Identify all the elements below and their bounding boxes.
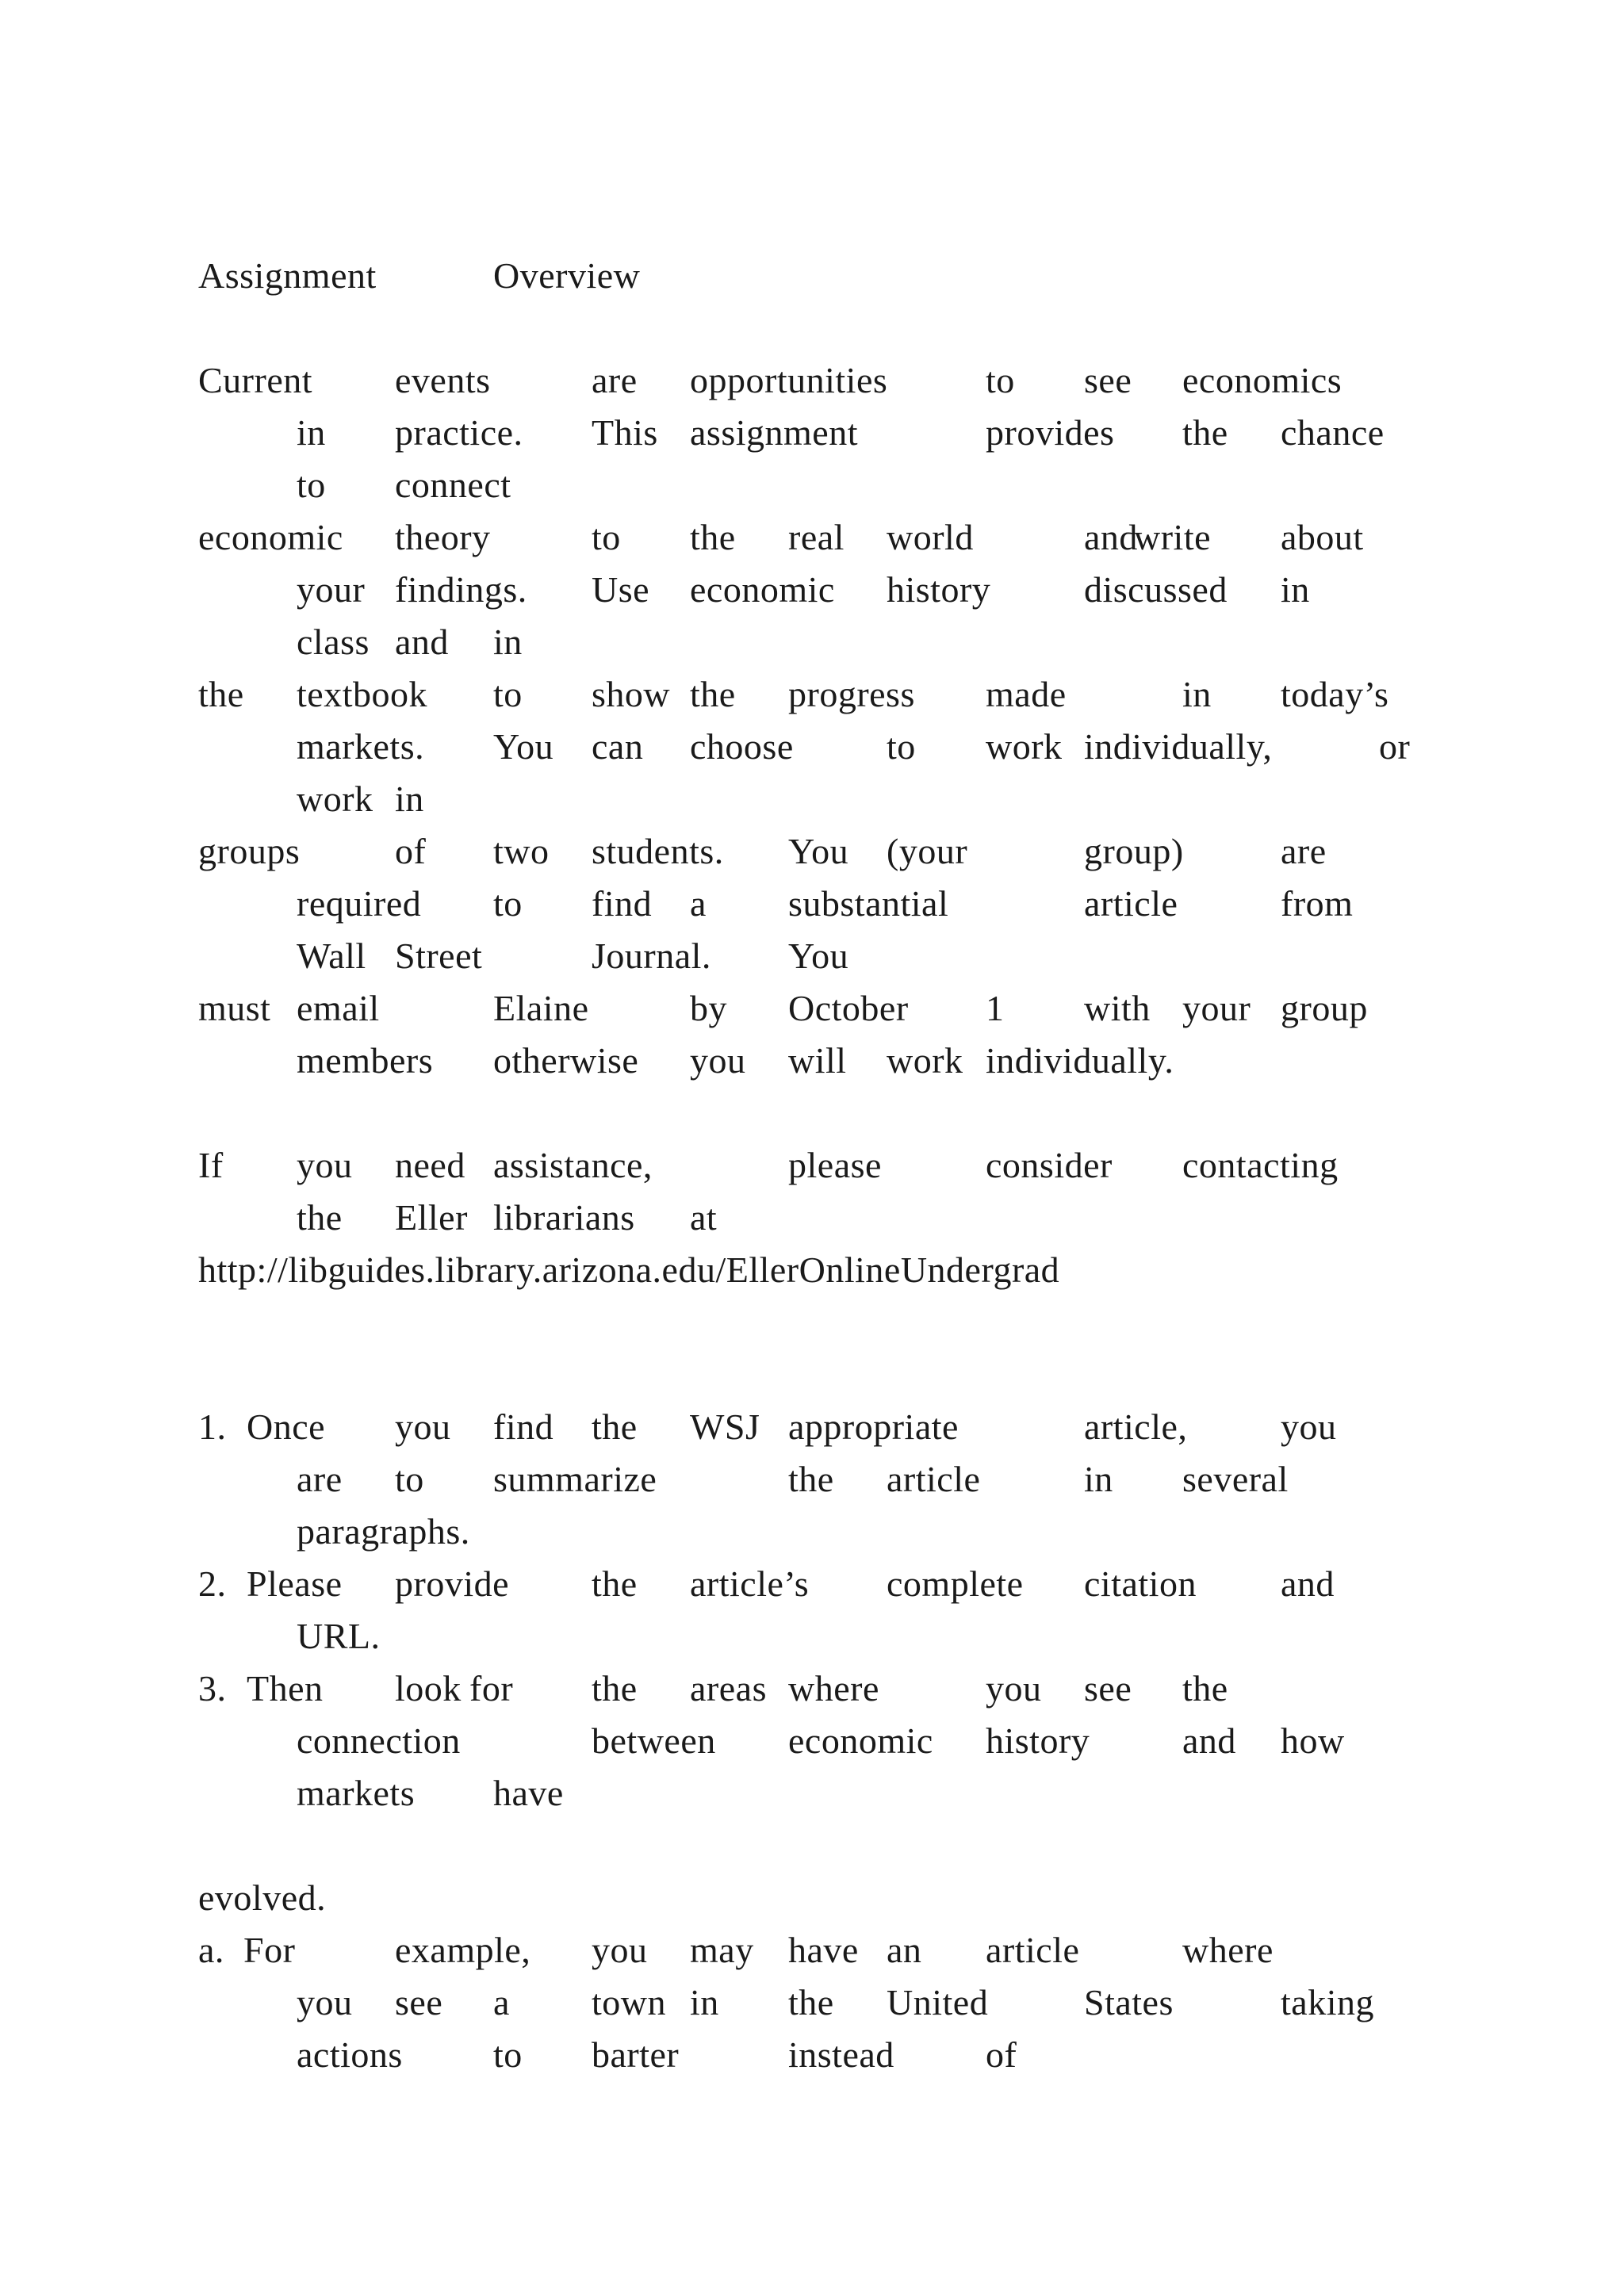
text-word: your <box>297 569 366 610</box>
text-word: in <box>1182 674 1212 714</box>
text-word: article’s <box>690 1563 810 1604</box>
text-word: Please <box>247 1563 343 1604</box>
text-word: Elaine <box>493 988 589 1028</box>
text-word: provide <box>395 1563 510 1604</box>
text-word: town <box>592 1982 666 2022</box>
text-word: to <box>986 360 1015 400</box>
text-word: the <box>1182 1668 1228 1709</box>
text-word: by <box>690 988 727 1028</box>
text-word: article <box>1084 883 1178 924</box>
text-word: look <box>395 1668 462 1709</box>
text-word: work <box>887 1040 963 1081</box>
text-word: made <box>986 674 1067 714</box>
text-word: to <box>493 2034 523 2075</box>
text-word: and <box>1281 1563 1335 1604</box>
text-word: write <box>1134 517 1212 557</box>
text-word: taking <box>1281 1982 1374 2022</box>
text-word: the <box>1182 412 1228 453</box>
text-word: in <box>1084 1459 1113 1499</box>
text-word: WSJ <box>690 1406 760 1447</box>
text-word: areas <box>690 1668 767 1709</box>
text-word: Use <box>592 569 650 610</box>
text-word: are <box>592 360 638 400</box>
text-word: world <box>887 517 974 557</box>
text-word: you <box>592 1930 648 1970</box>
text-word: choose <box>690 726 794 767</box>
text-word: the <box>297 1197 343 1238</box>
text-word: the <box>592 1563 638 1604</box>
text-word: Journal. <box>592 936 711 976</box>
text-word: students. <box>592 831 724 871</box>
text-word: in <box>297 412 326 453</box>
text-word: economic <box>788 1720 933 1761</box>
text-word: history <box>986 1720 1090 1761</box>
text-word: a <box>690 883 707 924</box>
text-word: today’s <box>1281 674 1389 714</box>
text-word: Eller <box>395 1197 468 1238</box>
text-word: you <box>690 1040 746 1081</box>
text-word: group <box>1281 988 1368 1028</box>
text-word: are <box>297 1459 343 1499</box>
text-word: theory <box>395 517 491 557</box>
text-word: to <box>493 674 523 714</box>
text-word: the <box>592 1406 638 1447</box>
text-word: two <box>493 831 550 871</box>
text-word: economic <box>198 517 343 557</box>
text-word: to <box>395 1459 424 1499</box>
text-word: economic <box>690 569 835 610</box>
text-word: article, <box>1084 1406 1188 1447</box>
text-word: Current <box>198 360 313 400</box>
text-word: 2. <box>198 1563 227 1604</box>
text-word: otherwise <box>493 1040 639 1081</box>
text-word: 1. <box>198 1406 227 1447</box>
text-word: textbook <box>297 674 427 714</box>
text-word: barter <box>592 2034 680 2075</box>
text-word: discussed <box>1084 569 1228 610</box>
text-word: you <box>297 1145 353 1185</box>
text-word: markets <box>297 1773 416 1813</box>
text-word: chance <box>1281 412 1385 453</box>
text-word: Wall <box>297 936 366 976</box>
text-word: individually, <box>1084 726 1273 767</box>
text-word: contacting <box>1182 1145 1339 1185</box>
text-word: the <box>690 674 736 714</box>
text-word: show <box>592 674 671 714</box>
text-word: in <box>493 622 523 662</box>
text-word: the <box>592 1668 638 1709</box>
text-word: opportunities <box>690 360 888 400</box>
text-word: citation <box>1084 1563 1197 1604</box>
text-word: assignment <box>690 412 858 453</box>
text-word: 3. <box>198 1668 227 1709</box>
text-word: 1 <box>986 988 1005 1028</box>
text-word: for <box>469 1668 514 1709</box>
text-word: may <box>690 1930 754 1970</box>
text-word: assistance, <box>493 1145 653 1185</box>
text-word: or <box>1379 726 1411 767</box>
text-word: economics <box>1182 360 1342 400</box>
text-word: and <box>1084 517 1138 557</box>
text-word: required <box>297 883 422 924</box>
text-word: appropriate <box>788 1406 959 1447</box>
text-word: will <box>788 1040 847 1081</box>
text-word: substantial <box>788 883 949 924</box>
text-word: (your <box>887 831 968 871</box>
text-word: librarians <box>493 1197 635 1238</box>
text-word: several <box>1182 1459 1289 1499</box>
text-word: to <box>297 465 326 505</box>
text-word: and <box>395 622 449 662</box>
text-word: between <box>592 1720 716 1761</box>
text-word: actions <box>297 2034 403 2075</box>
text-word: in <box>690 1982 719 2022</box>
text-word: You <box>493 726 554 767</box>
text-word: where <box>788 1668 879 1709</box>
text-word: the <box>788 1982 834 2022</box>
text-word: at <box>690 1197 718 1238</box>
text-word: individually. <box>986 1040 1174 1081</box>
text-word: email <box>297 988 380 1028</box>
text-word: group) <box>1084 831 1184 871</box>
text-word: Street <box>395 936 483 976</box>
text-word: an <box>887 1930 922 1970</box>
text-word: members <box>297 1040 434 1081</box>
text-word: practice. <box>395 412 523 453</box>
text-word: find <box>493 1406 554 1447</box>
text-word: please <box>788 1145 882 1185</box>
text-word: see <box>1084 1668 1132 1709</box>
text-word: have <box>493 1773 564 1813</box>
text-word: article <box>887 1459 981 1499</box>
text-word: you <box>986 1668 1042 1709</box>
text-word: in <box>395 779 424 819</box>
text-word: a. <box>198 1930 224 1970</box>
text-word: connection <box>297 1720 461 1761</box>
text-word: to <box>493 883 523 924</box>
text-word: the <box>788 1459 834 1499</box>
text-word: article <box>986 1930 1080 1970</box>
text-word: markets. <box>297 726 425 767</box>
text-word: summarize <box>493 1459 657 1499</box>
page-title-word: Assignment <box>198 255 377 296</box>
text-word: provides <box>986 412 1115 453</box>
text-word: This <box>592 412 658 453</box>
text-word: October <box>788 988 909 1028</box>
text-word: with <box>1084 988 1151 1028</box>
text-word: see <box>395 1982 443 2022</box>
text-word: evolved. <box>198 1877 327 1918</box>
page-title-word: Overview <box>493 255 641 296</box>
text-word: instead <box>788 2034 894 2075</box>
text-word: see <box>1084 360 1132 400</box>
text-word: paragraphs. <box>297 1511 470 1552</box>
text-word: from <box>1281 883 1354 924</box>
text-word: findings. <box>395 569 527 610</box>
text-word: to <box>592 517 621 557</box>
text-word: Then <box>247 1668 324 1709</box>
text-word: your <box>1182 988 1251 1028</box>
text-word: the <box>690 517 736 557</box>
text-word: groups <box>198 831 301 871</box>
text-word: URL. <box>297 1616 381 1656</box>
text-word: you <box>1281 1406 1337 1447</box>
text-word: example, <box>395 1930 531 1970</box>
text-word: to <box>887 726 916 767</box>
text-word: you <box>297 1982 353 2022</box>
text-word: and <box>1182 1720 1236 1761</box>
text-word: complete <box>887 1563 1024 1604</box>
text-word: consider <box>986 1145 1113 1185</box>
text-word: where <box>1182 1930 1274 1970</box>
text-word: history <box>887 569 991 610</box>
text-word: events <box>395 360 491 400</box>
text-word: how <box>1281 1720 1345 1761</box>
text-word: For <box>243 1930 296 1970</box>
text-word: States <box>1084 1982 1174 2022</box>
text-word: of <box>986 2034 1017 2075</box>
text-word: a <box>493 1982 510 2022</box>
librarian-link[interactable]: http://libguides.library.arizona.edu/EllerOnlineUndergrad <box>198 1249 1060 1290</box>
text-word: connect <box>395 465 511 505</box>
text-word: can <box>592 726 644 767</box>
text-word: must <box>198 988 271 1028</box>
text-word: work <box>986 726 1063 767</box>
text-word: of <box>395 831 427 871</box>
text-word: work <box>297 779 373 819</box>
text-word: need <box>395 1145 465 1185</box>
text-word: are <box>1281 831 1327 871</box>
text-word: You <box>788 831 849 871</box>
text-word: you <box>395 1406 451 1447</box>
text-word: in <box>1281 569 1310 610</box>
text-word: If <box>198 1145 224 1185</box>
text-word: Once <box>247 1406 326 1447</box>
text-word: progress <box>788 674 915 714</box>
text-word: have <box>788 1930 859 1970</box>
text-word: You <box>788 936 849 976</box>
text-word: class <box>297 622 370 662</box>
text-word: about <box>1281 517 1364 557</box>
text-word: United <box>887 1982 989 2022</box>
text-word: find <box>592 883 653 924</box>
text-word: the <box>198 674 244 714</box>
text-word: real <box>788 517 845 557</box>
